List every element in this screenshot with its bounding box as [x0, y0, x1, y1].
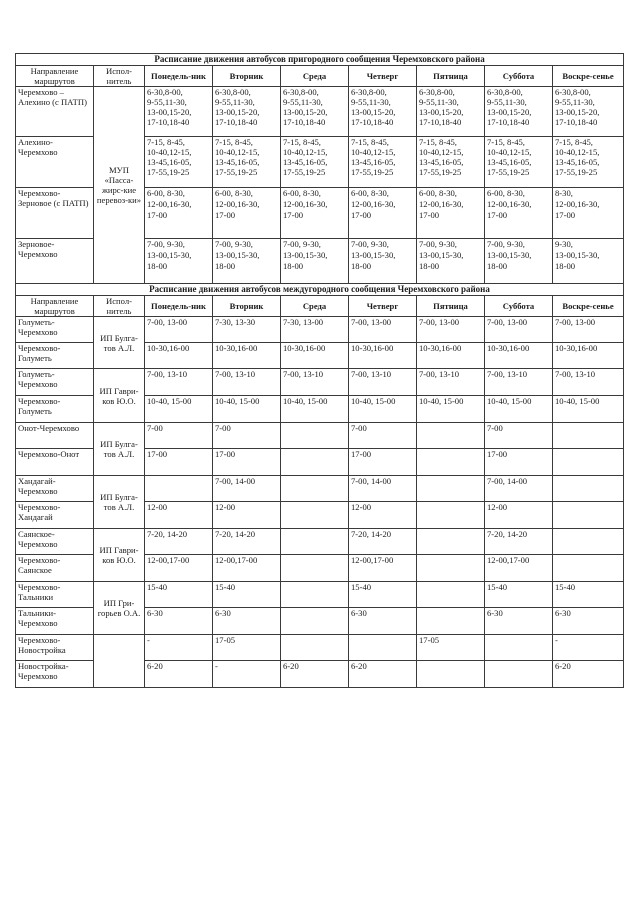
intercity-title: Расписание движения автобусов междугородного сообщения Черемховского района	[16, 284, 624, 296]
time-cell: 12-00,17-00	[485, 555, 553, 582]
time-cell	[281, 529, 349, 555]
route-name: Голуметь-Черемхово	[16, 317, 94, 343]
time-cell: 17-00	[213, 449, 281, 476]
time-cell: 10-40, 15-00	[485, 396, 553, 423]
time-cell: 7-20, 14-20	[145, 529, 213, 555]
route-name: Черемхово-Саянское	[16, 555, 94, 582]
route-name: Новостройка-Черемхово	[16, 661, 94, 688]
time-cell: 6-00, 8-30, 12-00,16-30, 17-00	[485, 188, 553, 239]
route-name: Тальники-Черемхово	[16, 608, 94, 635]
time-cell	[417, 449, 485, 476]
header-route: Направление маршрутов	[16, 66, 94, 87]
header-day: Четверг	[349, 66, 417, 87]
time-cell: 15-40	[349, 582, 417, 608]
time-cell: 15-40	[145, 582, 213, 608]
time-cell: 10-40, 15-00	[417, 396, 485, 423]
route-name: Черемхово-Онот	[16, 449, 94, 476]
table-row	[16, 582, 624, 608]
time-cell: 6-30,8-00, 9-55,11-30, 13-00,15-20, 17-10,18-40	[485, 87, 553, 137]
time-cell: 7-00, 13-00	[417, 317, 485, 343]
time-cell	[553, 502, 624, 529]
time-cell	[417, 661, 485, 688]
header-day: Воскре-сенье	[553, 296, 624, 317]
header-day: Пятница	[417, 66, 485, 87]
time-cell: 10-30,16-00	[485, 343, 553, 369]
time-cell: 6-30,8-00, 9-55,11-30, 13-00,15-20, 17-10,18-40	[281, 87, 349, 137]
table-row	[16, 529, 624, 555]
header-day: Вторник	[213, 66, 281, 87]
time-cell	[417, 476, 485, 502]
time-cell	[281, 476, 349, 502]
time-cell: -	[145, 635, 213, 661]
time-cell: 12-00,17-00	[213, 555, 281, 582]
route-name: Голуметь-Черемхово	[16, 369, 94, 396]
time-cell: 6-30	[349, 608, 417, 635]
time-cell: 6-30	[213, 608, 281, 635]
time-cell: 7-00	[213, 423, 281, 449]
time-cell: 7-00, 14-00	[213, 476, 281, 502]
time-cell: 10-30,16-00	[145, 343, 213, 369]
time-cell	[417, 582, 485, 608]
time-cell	[485, 635, 553, 661]
time-cell: 12-00	[145, 502, 213, 529]
time-cell: 10-30,16-00	[417, 343, 485, 369]
time-cell	[417, 529, 485, 555]
time-cell: 6-00, 8-30, 12-00,16-30, 17-00	[213, 188, 281, 239]
time-cell: 17-05	[417, 635, 485, 661]
time-cell: 7-30, 13-30	[213, 317, 281, 343]
time-cell	[281, 608, 349, 635]
time-cell: 15-40	[553, 582, 624, 608]
time-cell: 6-00, 8-30, 12-00,16-30, 17-00	[417, 188, 485, 239]
time-cell: 6-20	[349, 661, 417, 688]
header-day: Суббота	[485, 66, 553, 87]
time-cell	[417, 608, 485, 635]
time-cell: 17-00	[145, 449, 213, 476]
time-cell: 7-00, 9-30, 13-00,15-30, 18-00	[485, 239, 553, 284]
time-cell: 6-30,8-00, 9-55,11-30, 13-00,15-20, 17-10,18-40	[553, 87, 624, 137]
time-cell	[281, 635, 349, 661]
time-cell: 10-40, 15-00	[145, 396, 213, 423]
header-day: Четверг	[349, 296, 417, 317]
time-cell	[281, 582, 349, 608]
time-cell: 7-20, 14-20	[349, 529, 417, 555]
time-cell: -	[553, 635, 624, 661]
header-day: Среда	[281, 66, 349, 87]
header-day: Понедель-ник	[145, 296, 213, 317]
time-cell: 7-15, 8-45, 10-40,12-15, 13-45,16-05, 17-55,19-25	[553, 137, 624, 188]
time-cell: 7-00	[145, 423, 213, 449]
operator-cell: ИП Гаври-ков Ю.О.	[94, 369, 145, 423]
schedule-table	[15, 53, 624, 688]
time-cell: 6-00, 8-30, 12-00,16-30, 17-00	[145, 188, 213, 239]
time-cell	[553, 529, 624, 555]
time-cell	[553, 476, 624, 502]
time-cell: 10-40, 15-00	[349, 396, 417, 423]
time-cell: 10-30,16-00	[553, 343, 624, 369]
time-cell: 7-00, 9-30, 13-00,15-30, 18-00	[145, 239, 213, 284]
time-cell: 7-15, 8-45, 10-40,12-15, 13-45,16-05, 17-55,19-25	[281, 137, 349, 188]
route-name: Зерновое-Черемхово	[16, 239, 94, 284]
table-row	[16, 635, 624, 661]
time-cell: 7-15, 8-45, 10-40,12-15, 13-45,16-05, 17-55,19-25	[145, 137, 213, 188]
time-cell: 6-30,8-00, 9-55,11-30, 13-00,15-20, 17-10,18-40	[213, 87, 281, 137]
time-cell: 7-00, 13-00	[485, 317, 553, 343]
time-cell: 7-00, 13-10	[485, 369, 553, 396]
time-cell: 6-20	[281, 661, 349, 688]
time-cell: 6-30	[145, 608, 213, 635]
time-cell: 17-05	[213, 635, 281, 661]
header-day: Среда	[281, 296, 349, 317]
time-cell: 10-40, 15-00	[213, 396, 281, 423]
header-route: Направление маршрутов	[16, 296, 94, 317]
header-operator: Испол-нитель	[94, 296, 145, 317]
time-cell	[281, 449, 349, 476]
time-cell	[281, 423, 349, 449]
time-cell: 10-40, 15-00	[281, 396, 349, 423]
time-cell: 7-00, 13-00	[349, 317, 417, 343]
time-cell: 12-00	[213, 502, 281, 529]
header-day: Суббота	[485, 296, 553, 317]
time-cell: 15-40	[213, 582, 281, 608]
route-name: Черемхово-Новостройка	[16, 635, 94, 661]
time-cell: 7-00, 9-30, 13-00,15-30, 18-00	[281, 239, 349, 284]
header-day: Воскре-сенье	[553, 66, 624, 87]
time-cell: 7-00, 13-10	[213, 369, 281, 396]
table-row	[16, 476, 624, 502]
time-cell: 6-00, 8-30, 12-00,16-30, 17-00	[349, 188, 417, 239]
time-cell: -	[213, 661, 281, 688]
operator-cell: ИП Гаври-ков Ю.О.	[94, 529, 145, 582]
table-row	[16, 87, 624, 137]
operator-cell	[94, 635, 145, 688]
time-cell: 7-00, 13-10	[553, 369, 624, 396]
route-name: Черемхово-Голуметь	[16, 396, 94, 423]
route-name: Онот-Черемхово	[16, 423, 94, 449]
time-cell: 6-20	[553, 661, 624, 688]
time-cell: 9-30, 13-00,15-30, 18-00	[553, 239, 624, 284]
time-cell: 7-00, 9-30, 13-00,15-30, 18-00	[213, 239, 281, 284]
route-name: Саянское-Черемхово	[16, 529, 94, 555]
time-cell	[281, 555, 349, 582]
time-cell: 7-15, 8-45, 10-40,12-15, 13-45,16-05, 17-55,19-25	[349, 137, 417, 188]
header-operator: Испол-нитель	[94, 66, 145, 87]
time-cell	[417, 423, 485, 449]
time-cell: 6-00, 8-30, 12-00,16-30, 17-00	[281, 188, 349, 239]
time-cell: 7-00, 13-10	[349, 369, 417, 396]
operator-cell: ИП Булга-тов А.Л.	[94, 317, 145, 369]
table-row	[16, 317, 624, 343]
time-cell: 7-15, 8-45, 10-40,12-15, 13-45,16-05, 17-55,19-25	[213, 137, 281, 188]
time-cell: 12-00,17-00	[145, 555, 213, 582]
time-cell: 7-20, 14-20	[485, 529, 553, 555]
route-name: Черемхово – Алехино (с ПАТП)	[16, 87, 94, 137]
time-cell: 7-30, 13-00	[281, 317, 349, 343]
time-cell	[281, 502, 349, 529]
route-name: Алехино-Черемхово	[16, 137, 94, 188]
time-cell: 17-00	[349, 449, 417, 476]
time-cell: 6-30	[553, 608, 624, 635]
time-cell: 17-00	[485, 449, 553, 476]
time-cell	[145, 476, 213, 502]
table-row	[16, 369, 624, 396]
time-cell: 7-00, 13-10	[281, 369, 349, 396]
time-cell: 7-00, 13-00	[553, 317, 624, 343]
time-cell: 12-00	[349, 502, 417, 529]
time-cell: 6-20	[145, 661, 213, 688]
time-cell	[553, 449, 624, 476]
time-cell: 7-00, 13-10	[417, 369, 485, 396]
time-cell: 7-20, 14-20	[213, 529, 281, 555]
time-cell: 7-00, 13-00	[145, 317, 213, 343]
time-cell	[553, 555, 624, 582]
suburban-title: Расписание движения автобусов пригородного сообщения Черемховского района	[16, 54, 624, 66]
time-cell: 7-00, 14-00	[349, 476, 417, 502]
operator-cell: ИП Булга-тов А.Л.	[94, 476, 145, 529]
time-cell: 7-00, 13-10	[145, 369, 213, 396]
route-name: Черемхово-Тальники	[16, 582, 94, 608]
route-name: Черемхово-Хандагай	[16, 502, 94, 529]
time-cell	[417, 502, 485, 529]
header-day: Пятница	[417, 296, 485, 317]
time-cell: 7-00	[349, 423, 417, 449]
time-cell	[349, 635, 417, 661]
time-cell: 6-30,8-00, 9-55,11-30, 13-00,15-20, 17-10,18-40	[417, 87, 485, 137]
schedule-document	[15, 53, 623, 688]
time-cell: 7-15, 8-45, 10-40,12-15, 13-45,16-05, 17-55,19-25	[417, 137, 485, 188]
operator-cell: ИП Булга-тов А.Л.	[94, 423, 145, 476]
time-cell: 7-00, 14-00	[485, 476, 553, 502]
time-cell: 7-00, 9-30, 13-00,15-30, 18-00	[349, 239, 417, 284]
time-cell	[417, 555, 485, 582]
time-cell: 12-00	[485, 502, 553, 529]
time-cell: 10-40, 15-00	[553, 396, 624, 423]
time-cell: 7-15, 8-45, 10-40,12-15, 13-45,16-05, 17-55,19-25	[485, 137, 553, 188]
time-cell	[485, 661, 553, 688]
time-cell: 10-30,16-00	[349, 343, 417, 369]
time-cell: 7-00	[485, 423, 553, 449]
table-row	[16, 423, 624, 449]
time-cell: 7-00, 9-30, 13-00,15-30, 18-00	[417, 239, 485, 284]
operator-cell: ИП Гри-горьев О.А.	[94, 582, 145, 635]
time-cell: 15-40	[485, 582, 553, 608]
time-cell: 6-30	[485, 608, 553, 635]
route-name: Черемхово-Голуметь	[16, 343, 94, 369]
time-cell: 6-30,8-00, 9-55,11-30, 13-00,15-20, 17-10,18-40	[349, 87, 417, 137]
time-cell: 10-30,16-00	[281, 343, 349, 369]
time-cell: 10-30,16-00	[213, 343, 281, 369]
time-cell	[553, 423, 624, 449]
time-cell: 8-30, 12-00,16-30, 17-00	[553, 188, 624, 239]
time-cell: 6-30,8-00, 9-55,11-30, 13-00,15-20, 17-10,18-40	[145, 87, 213, 137]
route-name: Хандагай-Черемхово	[16, 476, 94, 502]
operator-cell: МУП «Пасса-жирс-кие перевоз-ки»	[94, 87, 145, 284]
time-cell: 12-00,17-00	[349, 555, 417, 582]
route-name: Черемхово-Зерновое (с ПАТП)	[16, 188, 94, 239]
header-day: Вторник	[213, 296, 281, 317]
header-day: Понедель-ник	[145, 66, 213, 87]
